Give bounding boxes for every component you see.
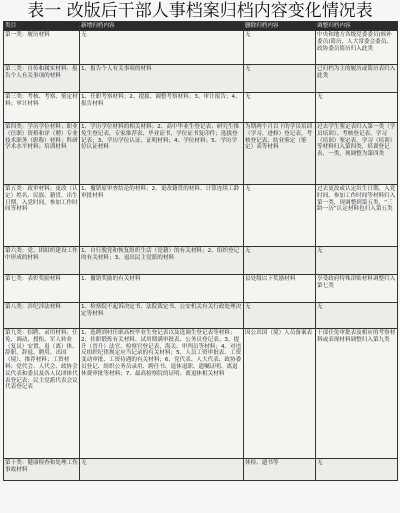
table-row	[4, 303, 398, 329]
removed-cell: 体检、遗书等	[244, 459, 316, 481]
adjusted-cell: 无	[316, 93, 398, 123]
category-cell: 第四类：学历学位材料；职业（任职）资格和评（聘）专业技术职务（职称）材料；科研学术水平材料；培训材料	[4, 123, 80, 185]
table-row	[4, 459, 398, 481]
table-row	[4, 247, 398, 275]
table-row	[4, 65, 398, 93]
page-title: 表一 改版后干部人事档案归档内容变化情况表	[27, 1, 373, 21]
adjusted-cell: 已归档为主的履历或简历表归入此类	[316, 65, 398, 93]
added-cell: 无	[80, 31, 244, 65]
table-row	[4, 185, 398, 247]
added-cell: 1、自行脱党和恢复组织生活（党籍）的有关材料；2、组织登记的有关材料；3、退出民主党派的材料	[80, 247, 244, 275]
table-row	[4, 275, 398, 303]
removed-cell: 无	[244, 185, 316, 247]
table-row	[4, 329, 398, 459]
category-cell: 第七类：表彰奖励材料	[4, 275, 80, 303]
category-cell: 第二类：自传和属实材料：报告个人有关事项的材料	[4, 65, 80, 93]
adjusted-cell: 过去学生鉴定表归入第一类（学员培训）、考核登记表、学习（培训）鉴定表，学习（培训）等材料归入第四类，培训登记表，一类，现调整为第四类	[316, 123, 398, 185]
added-cell: 1、报告个人有关事项的材料	[80, 65, 244, 93]
removed-cell: 无	[244, 93, 316, 123]
added-cell: 1、撤销原审查结论的材料；2、更改籍贯的材料、计算连续工龄审批材料	[80, 185, 244, 247]
added-cell: 1、任职考察材料；2、提拔、调整考察材料；3、审计报告；4、报告材料	[80, 93, 244, 123]
category-cell: 第八类：涉纪涉法材料	[4, 303, 80, 329]
added-cell: 1、学历学位材料的相关材料；2、高中毕业生登记表；研究生推免生登记表，专家推荐表、毕业证书、学位证书复印件；选拔登记表；3、学历学位认证、证明材料；4、学位材料；5、学历学位认证材料	[80, 123, 244, 185]
category-cell: 第九类：招聘、录用材料；任免、调动、授衔、军人转业（复员）安置、退（离）休、辞职、辞退、聘用、出国（境）、推荐材料；工资材料；党代会、人代会、政协会议代表和委员及各人民团体代表登记表；民主党派代表会议代表登记表	[4, 329, 80, 459]
removed-cell: 无	[244, 65, 316, 93]
category-cell: 第六类：党、团组织建设工作中形成的材料	[4, 247, 80, 275]
category-cell: 第十类：健康检查和处理工伤事故材料	[4, 459, 80, 481]
added-cell: 1、选聘到村任职高校毕业生登记表以及选调生登记表等材料；2、挂职锻炼有关材料、试用期满审批表、公务员登记表；3、提升（晋升）法官、检察官登记表、海关、审判员等材料；4、对违反组织纪律规定应当记录的有关材料；5、人员工资审批表、工资变动审批、工资待遇的有关材料；6、党代表、人大代表、政协委员登记、组织公务员录用、聘任书、退休退职、遗嘱证明、离退休费审批等材料；7、最高检察院的证明、离退休相关材料	[80, 329, 244, 459]
adjusted-cell: 中央和地方各级党委委员(候补委员)简历，人大常委会委员、政协委员简历归入此类	[316, 31, 398, 65]
header-added: 新增归档内容	[80, 22, 244, 31]
adjusted-cell: 无	[316, 459, 398, 481]
added-cell: 无	[80, 459, 244, 481]
header-category: 类目	[4, 22, 80, 31]
adjusted-cell: 干部任免审批表及相应的考察材料或表现材料调整归入第九类	[316, 329, 398, 459]
removed-cell: 县处级以下奖励材料	[244, 275, 316, 303]
removed-cell: 无	[244, 303, 316, 329]
removed-cell: 无	[244, 247, 316, 275]
table-body	[4, 31, 398, 481]
table-header	[4, 22, 398, 31]
archive-changes-table	[3, 21, 398, 481]
adjusted-cell: 享受政府特殊津贴材料调整归入第七类	[316, 275, 398, 303]
adjusted-cell: 无	[316, 247, 398, 275]
category-cell: 第五类：政审材料；更改（认定）姓名、民族、籍贯、出生日期，入党时间，参加工作时间等材料	[4, 185, 80, 247]
adjusted-cell: 无	[316, 303, 398, 329]
removed-cell: 无	[244, 31, 316, 65]
removed-cell: 为期两个月以下的学员培训（学习、进修）登记表，考核登记表、结业鉴定（鉴定）表等材料	[244, 123, 316, 185]
added-cell: 1、撤销奖励的有关材料	[80, 275, 244, 303]
category-cell: 第三类：考核、考察、鉴定材料；审计材料	[4, 93, 80, 123]
category-cell: 第一类：履历材料	[4, 31, 80, 65]
removed-cell: 因公出国（境）人员备案表	[244, 329, 316, 459]
added-cell: 1、检察院不起诉决定书、法院裁定书、公安机关有关行政处理决定等材料	[80, 303, 244, 329]
header-removed: 删除归档内容	[244, 22, 316, 31]
table-row	[4, 123, 398, 185]
header-adjusted: 调整归档内容	[316, 22, 398, 31]
adjusted-cell: 过去更改或认定出生日期、入党时间、参加工作时间等材料归入第一类，现调整到第五类，“三龄一历”认定材料也归入第五类	[316, 185, 398, 247]
table-row	[4, 31, 398, 65]
table-row	[4, 93, 398, 123]
